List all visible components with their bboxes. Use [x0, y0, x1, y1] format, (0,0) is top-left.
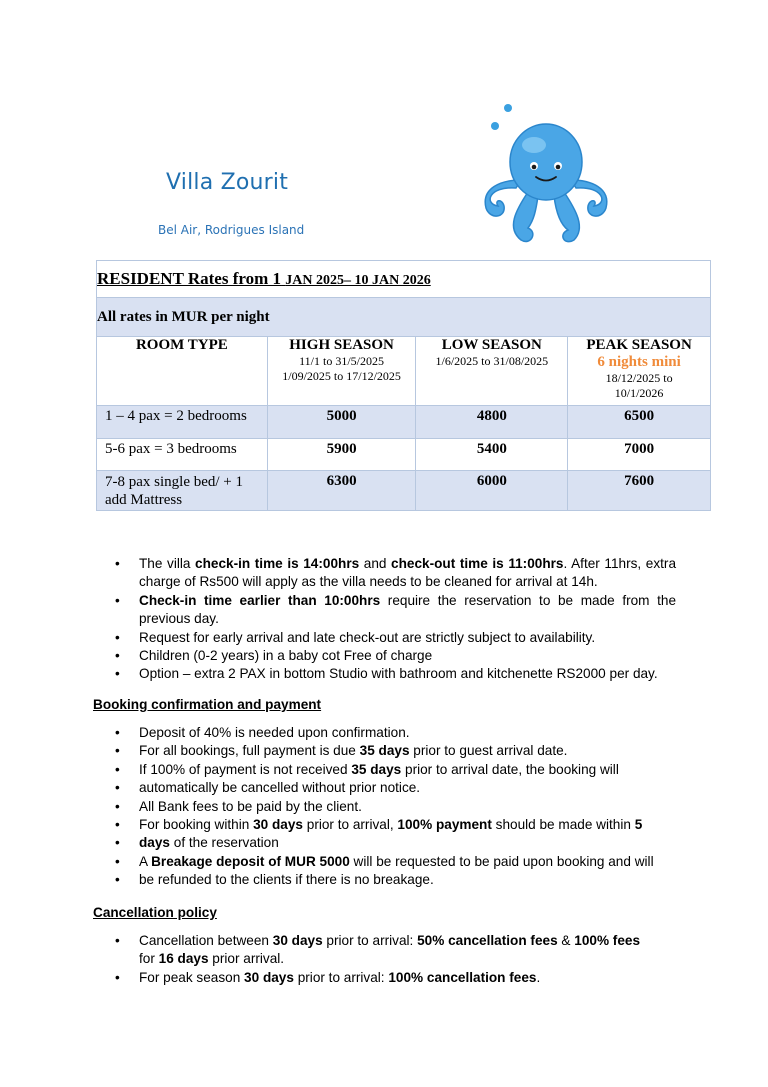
booking-list: [93, 724, 676, 890]
low-season-rate: 6000: [416, 471, 568, 511]
room-type-cell: 5-6 pax = 3 bedrooms: [97, 439, 268, 471]
brand-location: Bel Air, Rodrigues Island: [158, 223, 305, 237]
list-item: • automatically be cancelled without prior notice.: [93, 779, 676, 797]
header-high-season: HIGH SEASON 11/1 to 31/5/2025 1/09/2025 to 17/12/2025: [267, 337, 416, 406]
list-item: • All Bank fees to be paid by the client.: [93, 798, 676, 816]
list-item: • Deposit of 40% is needed upon confirmation.: [93, 724, 676, 742]
octopus-icon: [476, 100, 616, 245]
rates-table: [96, 260, 711, 511]
header-low-season: LOW SEASON 1/6/2025 to 31/08/2025: [416, 337, 568, 406]
header-peak-season: PEAK SEASON 6 nights mini 18/12/2025 to 10/1/2026: [568, 337, 711, 406]
header-room-type: ROOM TYPE: [97, 337, 268, 406]
table-header-row: [97, 337, 711, 406]
list-item: • For all bookings, full payment is due 35 days prior to guest arrival date.: [93, 742, 676, 760]
list-item: • Request for early arrival and late check-out are strictly subject to availability.: [93, 629, 676, 647]
list-item: • A Breakage deposit of MUR 5000 will be requested to be paid upon booking and will: [93, 853, 676, 871]
low-season-rate: 5400: [416, 439, 568, 471]
list-item: • If 100% of payment is not received 35 days prior to arrival date, the booking will: [93, 761, 676, 779]
list-item: • Check-in time earlier than 10:00hrs require the reservation to be made from the previous day.: [93, 592, 676, 629]
rates-title: RESIDENT Rates from 1 JAN 2025– 10 JAN 2026: [97, 269, 431, 288]
list-item: • For peak season 30 days prior to arrival: 100% cancellation fees.: [93, 969, 676, 987]
cancellation-list: [93, 932, 676, 987]
table-row: [97, 439, 711, 471]
rates-subtitle: All rates in MUR per night: [97, 298, 711, 337]
checkin-list: [93, 555, 676, 684]
peak-season-rate: 7000: [568, 439, 711, 471]
list-item: • For booking within 30 days prior to arrival, 100% payment should be made within 5: [93, 816, 676, 834]
cancellation-heading: Cancellation policy: [93, 905, 217, 920]
list-item: • be refunded to the clients if there is no breakage.: [93, 871, 676, 889]
table-row: [97, 406, 711, 439]
peak-season-rate: 6500: [568, 406, 711, 439]
list-item: • Option – extra 2 PAX in bottom Studio with bathroom and kitchenette RS2000 per day.: [93, 665, 676, 683]
rates-subtitle-row: [97, 298, 711, 337]
table-row: [97, 471, 711, 511]
list-item: • The villa check-in time is 14:00hrs and check-out time is 11:00hrs. After 11hrs, extra charge of Rs500 will apply as the villa needs to be cleaned for arrival at 14h.: [93, 555, 676, 592]
high-season-rate: 6300: [267, 471, 416, 511]
low-season-rate: 4800: [416, 406, 568, 439]
room-type-cell: 7-8 pax single bed/ + 1 add Mattress: [97, 471, 268, 511]
rates-title-row: [97, 261, 711, 298]
high-season-rate: 5000: [267, 406, 416, 439]
list-item: • Cancellation between 30 days prior to arrival: 50% cancellation fees & 100% fees for 16 days prior arrival.: [93, 932, 676, 969]
room-type-cell: 1 – 4 pax = 2 bedrooms: [97, 406, 268, 439]
list-item: • Children (0-2 years) in a baby cot Free of charge: [93, 647, 676, 665]
peak-minimum-nights: 6 nights mini: [597, 354, 681, 370]
peak-season-rate: 7600: [568, 471, 711, 511]
list-item: • days of the reservation: [93, 834, 676, 852]
booking-heading: Booking confirmation and payment: [93, 697, 322, 712]
high-season-rate: 5900: [267, 439, 416, 471]
brand-name: Villa Zourit: [166, 170, 289, 195]
